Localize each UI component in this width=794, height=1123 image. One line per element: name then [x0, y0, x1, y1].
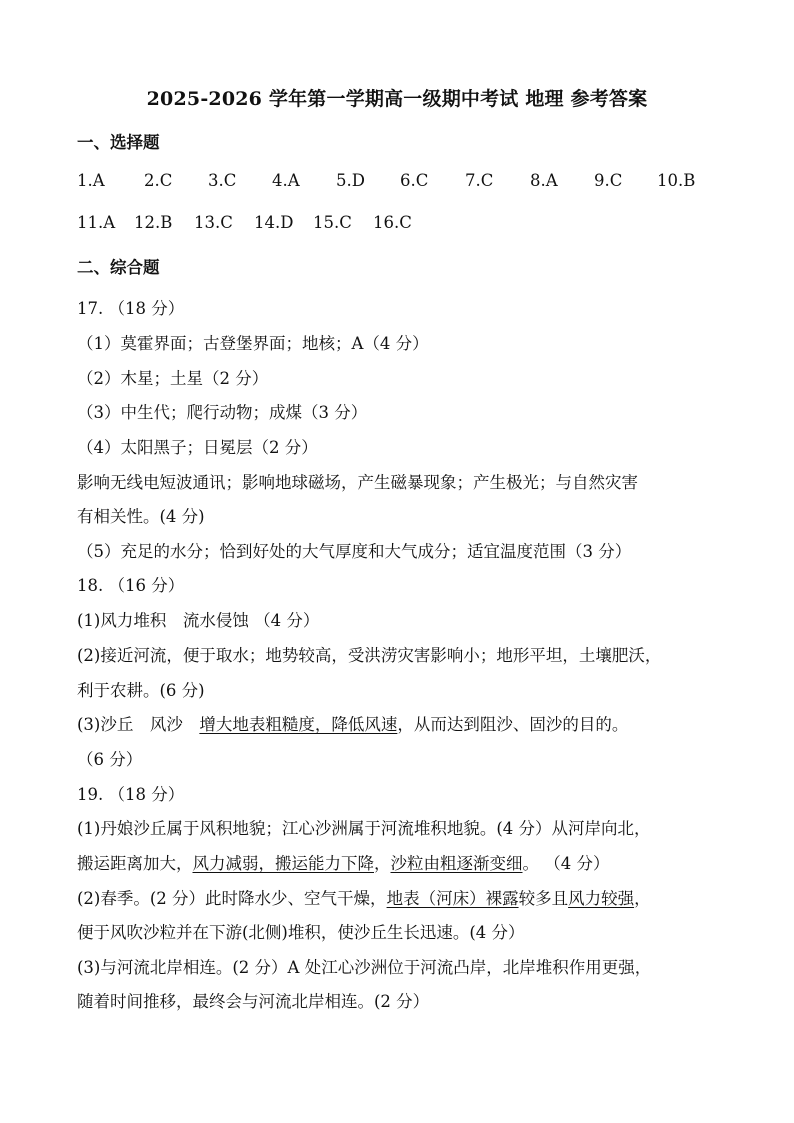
q17-answer-line: 影响无线电短波通讯；影响地球磁场，产生磁暴现象；产生极光；与自然灾害	[77, 473, 638, 492]
q18-answer-line	[77, 711, 628, 735]
text-segment: 。 （4 分）	[522, 854, 610, 873]
mc-answer: 12.B	[134, 213, 173, 232]
section-multiple-choice-heading: 一、选择题	[77, 133, 160, 152]
q18-answer-line: （6 分）	[77, 750, 143, 769]
q17-answer-line: （2）木星；土星（2 分）	[77, 369, 269, 388]
underlined-key-point: 风力较强	[568, 889, 635, 908]
q18-answer-line: (1)风力堆积 流水侵蚀 （4 分）	[77, 611, 320, 630]
q19-answer-line	[77, 850, 610, 874]
mc-answer: 3.C	[208, 171, 237, 190]
q18-answer-line: (2)接近河流，便于取水；地势较高，受洪涝灾害影响小；地形平坦，土壤肥沃，	[77, 646, 662, 665]
text-segment: ，	[634, 889, 651, 908]
q17-heading: 17. （18 分）	[77, 299, 185, 318]
mc-answer: 2.C	[144, 171, 173, 190]
q17-answer-line: （1）莫霍界面；古登堡界面；地核；A（4 分）	[77, 334, 429, 353]
mc-answer: 10.B	[657, 171, 696, 190]
underlined-key-point: 地表（河床）裸露	[386, 889, 519, 908]
q19-answer-line: (1)丹娘沙丘属于风积地貌；江心沙洲属于河流堆积地貌。(4 分）从河岸向北，	[77, 819, 651, 838]
q17-answer-line: （3）中生代；爬行动物；成煤（3 分）	[77, 403, 368, 422]
mc-answer: 7.C	[465, 171, 494, 190]
q19-answer-line: (3)与河流北岸相连。(2 分）A 处江心沙洲位于河流凸岸，北岸堆积作用更强，	[77, 958, 652, 977]
text-segment: (3)沙丘 风沙	[77, 715, 200, 734]
mc-answer: 15.C	[313, 213, 352, 232]
q19-answer-line: 便于风吹沙粒并在下游(北侧)堆积，使沙丘生长迅速。(4 分）	[77, 923, 525, 942]
mc-answer: 8.A	[530, 171, 558, 190]
mc-answer: 14.D	[254, 213, 294, 232]
mc-answer: 4.A	[272, 171, 300, 190]
underlined-key-point: 增大地表粗糙度，降低风速	[199, 715, 398, 734]
page-title: 2025-2026 学年第一学期高一级期中考试 地理 参考答案	[146, 88, 648, 110]
q18-answer-line: 利于农耕。(6 分)	[77, 681, 205, 700]
text-segment: ，从而达到阻沙、固沙的目的。	[397, 715, 629, 734]
mc-answer: 9.C	[594, 171, 623, 190]
q19-heading: 19. （18 分）	[77, 785, 185, 804]
text-segment: 搬运距离加大，	[77, 854, 193, 873]
underlined-key-point: 沙粒由粗逐渐变细	[390, 854, 523, 873]
mc-answer: 13.C	[194, 213, 233, 232]
q17-answer-line: （5）充足的水分；恰到好处的大气厚度和大气成分；适宜温度范围（3 分）	[77, 542, 632, 561]
q19-answer-line	[77, 885, 651, 909]
text-segment: ，	[374, 854, 391, 873]
mc-answer: 16.C	[373, 213, 412, 232]
q18-heading: 18. （16 分）	[77, 576, 185, 595]
q17-answer-line: （4）太阳黑子；日冕层（2 分）	[77, 438, 318, 457]
text-segment: (2)春季。(2 分）此时降水少、空气干燥，	[77, 889, 387, 908]
text-segment: 较多且	[518, 889, 569, 908]
q19-answer-line: 随着时间推移，最终会与河流北岸相连。(2 分）	[77, 992, 430, 1011]
mc-answer: 6.C	[400, 171, 429, 190]
q17-answer-line: 有相关性。(4 分)	[77, 507, 205, 526]
mc-answer: 1.A	[77, 171, 105, 190]
section-comprehensive-heading: 二、综合题	[77, 258, 160, 277]
underlined-key-point: 风力减弱，搬运能力下降	[192, 854, 374, 873]
mc-answer: 11.A	[77, 213, 116, 232]
mc-answer: 5.D	[336, 171, 365, 190]
